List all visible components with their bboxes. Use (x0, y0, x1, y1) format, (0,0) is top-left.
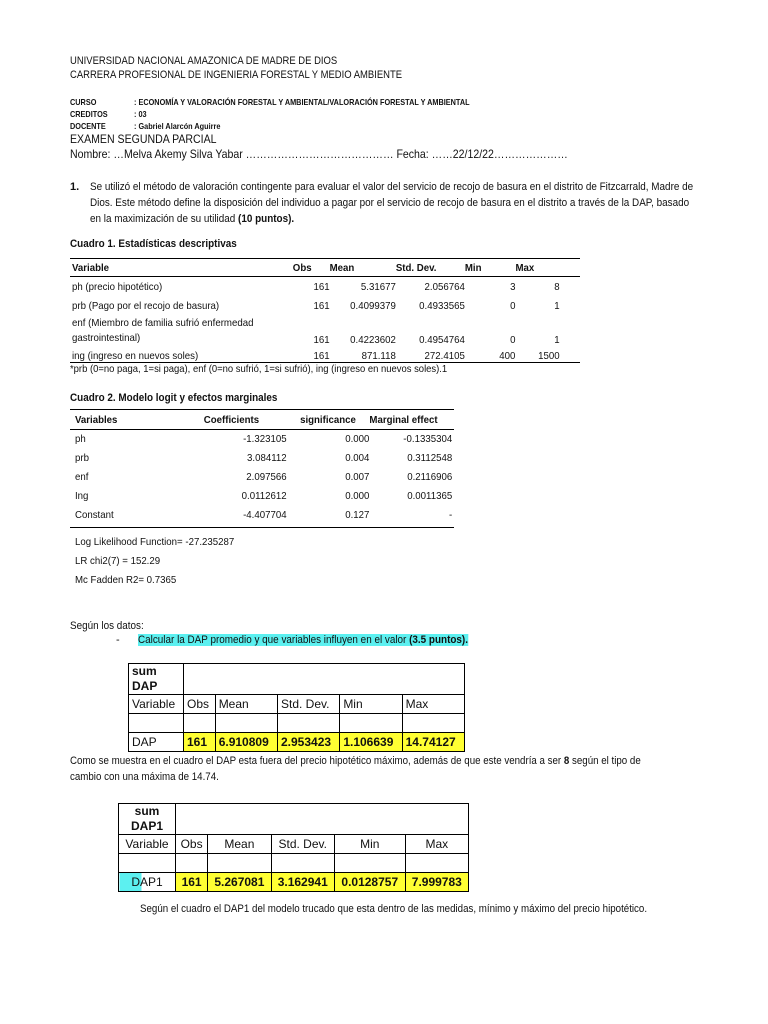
cell (119, 854, 176, 873)
table-row (75, 467, 452, 486)
table-row (75, 448, 452, 467)
col-significance: significance (300, 413, 356, 426)
col-variables: Variables (75, 413, 118, 426)
cell: 1500 (538, 349, 560, 362)
cell: 1 (554, 299, 560, 312)
comment2: Según el cuadro el DAP1 del modelo trucado que esta dentro de las medidas, mínimo y máximo del precio hipotético. (140, 903, 648, 915)
cuadro1-title: Cuadro 1. Estadísticas descriptivas (70, 238, 237, 250)
dap1-title-empty (176, 804, 469, 835)
cell: 272.4105 (424, 349, 465, 362)
cell: 161 (313, 349, 330, 362)
dap1-title-cell (119, 804, 176, 835)
segun-label: Según los datos: (70, 620, 144, 632)
dap-title-empty (184, 664, 465, 695)
cell: -4.407704 (243, 508, 287, 521)
cell: 0.127 (345, 508, 370, 521)
cell-line2: gastrointestinal) (72, 332, 141, 344)
cell: 161 (313, 299, 330, 312)
docente-label: DOCENTE (70, 121, 106, 131)
cell: 3.084112 (247, 451, 287, 464)
cell (215, 714, 277, 733)
dap1-header-row (119, 835, 469, 854)
cell: 400 (499, 349, 516, 362)
cuadro1-header-rule (70, 276, 580, 277)
career-name: CARRERA PROFESIONAL DE INGENIERIA FORESTAL Y MEDIO AMBIENTE (70, 69, 403, 81)
cell: 0.4099379 (350, 299, 396, 312)
header-cell: Std. Dev. (278, 695, 340, 714)
cell: 3 (510, 280, 516, 293)
cell: 0.0011365 (407, 489, 453, 502)
dap-title-cell (129, 664, 184, 695)
task-highlight (138, 634, 468, 646)
bullet-dash: - (116, 634, 120, 646)
table-row (72, 277, 560, 296)
cell (278, 714, 340, 733)
header-cell: Mean (215, 695, 277, 714)
task-points: (3.5 puntos). (409, 634, 468, 646)
col-marginal: Marginal effect (369, 413, 438, 426)
table-row (72, 296, 560, 315)
col-min: Min (464, 261, 482, 274)
header-cell: Std. Dev. (271, 835, 334, 854)
cell: 6.910809 (215, 733, 277, 752)
header-cell: Variable (119, 835, 176, 854)
header-cell: Min (334, 835, 405, 854)
cell: 871.118 (361, 349, 396, 362)
dap-title-dap: DAP (132, 679, 158, 693)
cell: 1.106639 (340, 733, 402, 752)
question-body: Se utilizó el método de valoración contingente para evaluar el valor del servicio de recojo de basura en el distrito de Fitzcarrald, Madre de Dios. Este método define la disposición del individuo a pagar por el servicio de recojo de basura en el distrito a través de la DAP, basado en la maximización de su utilidad (90, 181, 694, 225)
cell: 0.3112548 (407, 451, 453, 464)
header-cell: Obs (184, 695, 216, 714)
cuadro2-table (75, 410, 452, 524)
question-points: (10 puntos). (238, 213, 295, 225)
cell: 14.74127 (402, 733, 464, 752)
header-cell: Max (402, 695, 464, 714)
comment1-tail: según el tipo de (572, 755, 641, 767)
header-cell: Obs (176, 835, 208, 854)
loglik-line: Log Likelihood Function= -27.235287 (75, 536, 235, 548)
cuadro2-bottom-rule (70, 527, 454, 528)
cell: 0.4954764 (419, 334, 465, 346)
cell: 0.0128757 (334, 873, 405, 892)
comment1-line1 (70, 755, 641, 767)
col-variable: Variable (72, 261, 110, 274)
cell (208, 854, 271, 873)
cell (405, 854, 468, 873)
cell: ph (75, 432, 86, 445)
table-row (119, 873, 469, 892)
university-name: UNIVERSIDAD NACIONAL AMAZONICA DE MADRE DE DIOS (70, 55, 338, 67)
cell: Constant (75, 508, 114, 521)
task-text: Calcular la DAP promedio y que variables influyen en el valor (138, 634, 407, 646)
name-line: Nombre: …Melva Akemy Silva Yabar …………………………………… Fecha: ……22/12/22………………… (70, 147, 568, 161)
col-mean: Mean (329, 261, 355, 274)
cell (340, 714, 402, 733)
cell: 5.267081 (208, 873, 271, 892)
cell: prb (75, 451, 89, 464)
cell (176, 854, 208, 873)
cell: 0.000 (345, 432, 370, 445)
cell (129, 714, 184, 733)
question-text (90, 179, 698, 227)
cuadro2-header-row (75, 410, 452, 429)
header-cell: Variable (129, 695, 184, 714)
cell: 161 (184, 733, 216, 752)
cell: 0.000 (345, 489, 370, 502)
cell: 161 (313, 280, 330, 293)
cell: 0.007 (345, 470, 370, 483)
dap-title-row (129, 664, 465, 695)
curso-value: : ECONOMÍA Y VALORACIÓN FORESTAL Y AMBIENTAL/VALORACIÓN FORESTAL Y AMBIENTAL (134, 97, 470, 107)
header-cell: Mean (208, 835, 271, 854)
cuadro2-title: Cuadro 2. Modelo logit y efectos marginales (70, 392, 278, 404)
dap-title-sum: sum (132, 664, 157, 678)
cell: 161 (176, 873, 208, 892)
lrchi-line: LR chi2(7) = 152.29 (75, 555, 161, 567)
cell: 7.999783 (405, 873, 468, 892)
cell: ing (ingreso en nuevos soles) (72, 349, 199, 362)
cell: 0.0112612 (241, 489, 287, 502)
cell: 3.162941 (271, 873, 334, 892)
cell: DAP1 (119, 873, 176, 892)
cell: prb (Pago por el recojo de basura) (72, 299, 220, 312)
col-coefficients: Coefficients (203, 413, 260, 426)
cell (72, 315, 293, 346)
cell: 0 (510, 334, 516, 346)
comment1-text: Como se muestra en el cuadro el DAP esta fuera del precio hipotético máximo, además de que este vendría a ser (70, 755, 562, 767)
question-number: 1. (70, 181, 80, 193)
creditos-label: CREDITOS (70, 109, 108, 119)
header-cell: Max (405, 835, 468, 854)
cell: 0.4223602 (350, 334, 396, 346)
cell: 1 (554, 334, 560, 346)
exam-title: EXAMEN SEGUNDA PARCIAL (70, 132, 217, 146)
table-row (72, 315, 560, 346)
cell: 0.4933565 (419, 299, 465, 312)
cuadro1-header-row (72, 258, 560, 277)
cuadro1-note: *prb (0=no paga, 1=si paga), enf (0=no sufrió, 1=si sufrió), ing (ingreso en nuevos soles).1 (70, 363, 448, 375)
comment1-line2: cambio con una máxima de 14.74. (70, 771, 219, 783)
docente-value: : Gabriel Alarcón Aguirre (134, 121, 221, 131)
cell: ph (precio hipotético) (72, 280, 163, 293)
r2-line: Mc Fadden R2= 0.7365 (75, 574, 177, 586)
comment1-value: 8 (563, 755, 570, 767)
dap1-empty-row (119, 854, 469, 873)
cuadro2-header-rule (70, 429, 454, 430)
col-max: Max (515, 261, 535, 274)
cell (334, 854, 405, 873)
cell: -0.1335304 (403, 432, 453, 445)
cell: 5.31677 (360, 280, 396, 293)
cell: enf (75, 470, 89, 483)
cell: 0.004 (345, 451, 370, 464)
cell: 2.953423 (278, 733, 340, 752)
cuadro1-table (72, 258, 560, 365)
dap1-title-row (119, 804, 469, 835)
col-std: Std. Dev. (395, 261, 437, 274)
dap1-title-sum: sum (134, 804, 160, 818)
table-row (75, 505, 452, 524)
cell: 161 (313, 334, 330, 346)
header-cell: Min (340, 695, 402, 714)
dap-empty-row (129, 714, 465, 733)
creditos-value: : 03 (134, 109, 147, 119)
cell: 2.056764 (424, 280, 465, 293)
curso-label: CURSO (70, 97, 97, 107)
cell-line1: enf (Miembro de familia sufrió enfermedad (72, 317, 254, 329)
cell: - (448, 508, 453, 521)
table-row (129, 733, 465, 752)
cell (184, 714, 216, 733)
dap1-table (118, 803, 469, 892)
dap-header-row (129, 695, 465, 714)
cell: 2.097566 (246, 470, 287, 483)
cell (402, 714, 464, 733)
cell: -1.323105 (243, 432, 287, 445)
dap1-title-dap: DAP1 (130, 819, 163, 833)
cell: 0 (510, 299, 516, 312)
dap-table (128, 663, 465, 752)
col-obs: Obs (292, 261, 312, 274)
table-row (75, 429, 452, 448)
cell: 8 (554, 280, 560, 293)
cell: DAP (129, 733, 184, 752)
cell (271, 854, 334, 873)
cell: Ing (75, 489, 89, 502)
table-row (75, 486, 452, 505)
cell: 0.2116906 (407, 470, 453, 483)
